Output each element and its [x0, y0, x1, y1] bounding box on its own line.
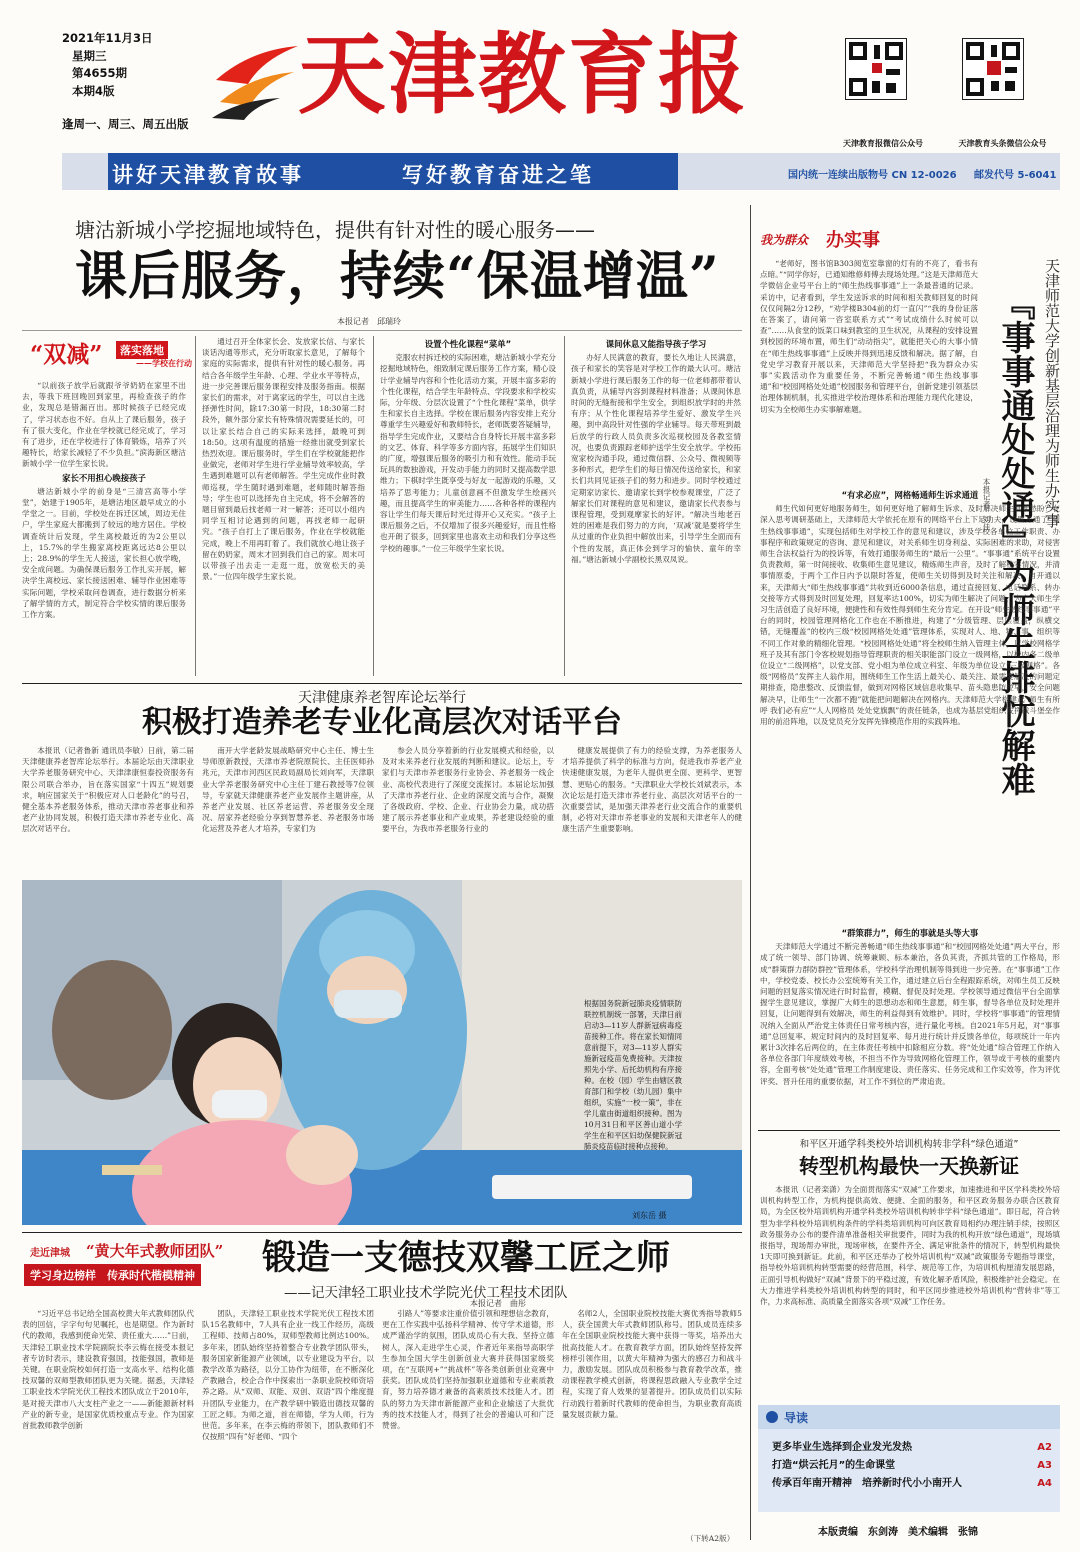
issue-number: 第4655期 [72, 66, 128, 80]
forum-col-4-text: 健康发展提供了有力的经验支撑，为养老服务人才培养提供了科学的标准与方向，促进我市养老产业快速健康发展，为老年人提供更全面、更科学、更智慧、更贴心的服务。“天津职业大学校长刘斌表示，本次论坛是打造天津市养老行业、高层次对话平台的一次重要尝试，是加强天津养老行业交流合作的重要机制，必将对天津市养老事业的发展和天津老年人的健康生活产生重要影响。 [562, 746, 742, 834]
forum-kicker: 天津健康养老智库论坛举行 [298, 690, 466, 706]
guide-header [758, 1405, 1060, 1429]
lead-rule [22, 330, 742, 331]
craftsman-col-4-text: 名师2人，全国职业院校技能大赛优秀指导教师5人，获全国黄大年式教师团队称号。团队成员连续多年在全国职业院校技能大赛中获得一等奖，培养出大批高技能人才。在教育教学方面，团队始终坚持发挥榜样引领作用，以黄大年精神为强大的感召力和战斗力，激励发展。团队成员积极参与教育教学改革，推动课程教学模式创新，将课程思政融入专业教学全过程，实现了育人效果的显著提升。团队成员们以实际行动践行着新时代教师的使命担当，为职业教育高质量发展贡献力量。 [562, 1309, 742, 1419]
guide-item[interactable] [772, 1439, 1052, 1457]
guide-item-text: 打造“烘云托月”的生命课堂 [772, 1460, 896, 1471]
guide-icon [766, 1411, 778, 1423]
lead-col-3 [380, 336, 556, 678]
tag-sub: ——学校在行动 [136, 358, 192, 368]
qr-code-toutiao-label: 天津教育头条微信公众号 [958, 139, 1047, 148]
lead-col-4 [571, 336, 741, 678]
continue-note: （下转A2版） [686, 1534, 735, 1543]
guide-item-page: A4 [1037, 1478, 1052, 1489]
tjnu-subhead-1: “有求必应”，网格畅通师生诉求通道 [841, 490, 979, 500]
newspaper-logo-emblem [210, 40, 302, 122]
tjnu-col-bottom [760, 925, 1060, 1125]
craftsman-rule [22, 1232, 742, 1233]
craftsman-col-2-text: 团队，天津轻工职业技术学院光伏工程技术团队15名教师中，7人具有企业一线工作经历，高级工程师、技师占80%，双师型教师比例达100%。多年来，团队始终坚持着整合专业教学团队带头，服务国家新能源产业领域，以专业建设为平台，以教学改革为路径，以分工协作为纽带，在不断深化产教融合，校企合作中探索出一条职业院校师资培养之路。从“双师、双能、双创、双语”四个维度提升团队专业能力，在产教学研中锻造出德技双馨的工匠之师。为师之道，首在师德，学为人师，行为世范。多年来，在李云梅的带领下，团队教师们不仅按照“四有”好老师、“四个 [202, 1309, 374, 1442]
training-headline: 转型机构最快一天换新证 [799, 1154, 1019, 1178]
qr-code-wechat [845, 38, 907, 100]
tjnu-byline-vertical: 本报记者 刘佳 [982, 478, 991, 531]
service-logo [760, 226, 910, 254]
registration-number: 国内统一连续出版物号 CN 12-0026 [788, 170, 957, 181]
masthead-meta [62, 30, 182, 100]
lead-subhead-2: 设置个性化课程“菜单” [424, 339, 512, 349]
craftsman-tag-title: “黄大年式教师团队” [86, 1242, 224, 1260]
tag-side: 落实落地 [116, 341, 168, 359]
tjnu-subhead-3: “群策群力”，师生的事就是头等大事 [841, 928, 979, 938]
tjnu-col-top [760, 258, 978, 483]
craftsman-col-3 [382, 1308, 554, 1544]
lead-subhead-3: 课间休息又能指导孩子学习 [605, 339, 707, 349]
newspaper-title: 天津教育报 [298, 22, 749, 126]
guide-item[interactable] [772, 1475, 1052, 1493]
lead-col-4-text: 办好人民满意的教育，要长久地让人民满意，孩子和家长的笑容是对学校工作的最大认可。塘沽新城小学进行课后服务工作的每一位老师都带着认真负责，从辅导内容到课程材料准备；从课间休息时间的无缝衔接和学生安全，到组织放学时的井然有序；从个性化课程培养学生爱好、激发学生兴趣，到中高段针对性强的学业辅导。每天带班到最后放学的行政人员负责多次巡视校园及各教室情况，也要负责跟踪老师护送学生安全放学。学校拓宽家校沟通手段，通过微信群、公众号、微视频等多种形式，把学生们的每日情况传送给家长，和家长们共同见证孩子们的努力和进步。同时学校通过定期家访家长、邀请家长到学校参观课堂，广泛了解家长们对课程的意见和建议，邀请家长代表参与课程管理，受到观摩家长的好评。“解决当地老百姓的困难是我们努力的方向，‘双减’就是要将学生从过重的作业负担中解放出来，引导学生全面而有个性的发展，真正体会到学习的愉快、童年的幸福。”塘沽新城小学副校长黑双凤说。 [571, 353, 741, 564]
training-rule [758, 1130, 1060, 1131]
tjnu-kicker-vertical: 天津师范大学创新基层治理为师生办实事 [1043, 258, 1061, 528]
right-column-divider [750, 205, 751, 1540]
col-divider [195, 336, 196, 676]
guide-item-text: 传承百年南开精神 培养新时代小小南开人 [772, 1478, 962, 1489]
craftsman-tag-prefix: 走近津城 [30, 1248, 70, 1259]
forum-col-1 [22, 745, 194, 873]
lead-col-2 [202, 336, 365, 678]
training-kicker: 和平区开通学科类校外培训机构转非学科“绿色通道” [799, 1139, 1019, 1150]
lead-col-2-text: 通过召开全体家长会、发放家长信、与家长谈话沟通等形式，充分听取家长意见，了解每个家庭的实际需求，提供有针对性的暖心服务。再结合各年级学生年龄、心理、学业水平等特点，进一步完善课后服务课程安排及服务指南。根据家长们的需求，对于离家远的学生，可以自主选择弹性时间，除17:30第一时段，18:30第二时段外，额外部分家长有特殊情况需要延长的，可以让家长结合自己的实际来选择，最晚可到18:50。这项有温度的措施一经推出就受到家长热烈欢迎。课后服务时，学生们在学校就能把作业做完，老师对学生进行学业辅导效率较高，学生遇到难题可以有老师解答。学生完成作业时教师巡视，学生随时遇到难题，老师随时解答指导；学生也可以选择先自主完成，将不会解答的题目留到最后找老师一对一解答；还可以小组内同学互相讨论遇到的问题，再找老师一起研究。“孩子自打上了课后服务，作业在学校就能完成，晚上不用再盯着了。我们就放心地让孩子留在奶奶家，周末才回到我们自己的家。周末可以带孩子出去走一走逛一逛，放宽松天的美景。”一位四年级学生家长说。 [202, 337, 365, 582]
forum-col-2 [202, 745, 374, 873]
craftsman-subhead: ——记天津轻工职业技术学院光伏工程技术团队 [284, 1285, 568, 1301]
training-body [760, 1184, 1060, 1394]
forum-headline: 积极打造养老专业化高层次对话平台 [142, 705, 622, 740]
issue-weekday: 星期三 [72, 48, 107, 63]
forum-col-3-text: 参会人员分享着新的行业发展模式和经验，以及对未来养老行业发展的判断和建议。论坛上，专家们与天津市养老服务行业协会、养老服务一线企业、高校代表进行了深度交流探讨。本届论坛加强了天津市养老行业、企业的深度交流与合作，凝聚了各级政府、学校、企业、行业协会力量，成功搭建了展示养老事业和产业成果，养老建设经验的重要平台，为我市养老服务行业的 [382, 746, 554, 834]
forum-col-1-text: 本报讯（记者鲁新 通讯员李敏）日前，第二届天津健康养老智库论坛举行。本届论坛由天津职业大学养老服务研究中心、天津津康恒泰投资服务有限公司联合举办，旨在落实国家“十四五”规划要求，响应国家关于“积极应对人口老龄化”的号召，健全基本养老服务体系，推动天津市养老事业和养老产业协同发展，积极打造天津市养老专业化、高层次对话平台。 [22, 746, 194, 834]
craftsman-col-4 [562, 1308, 742, 1532]
slogan-bar [62, 153, 1060, 190]
qr-code-wechat-label: 天津教育报微信公众号 [843, 139, 923, 148]
guide-item-text: 更多毕业生选择到企业发光发热 [772, 1442, 912, 1453]
craftsman-byline: 本报记者 曲彤 [470, 1299, 526, 1308]
forum-col-4 [562, 745, 742, 873]
craftsman-col-1 [22, 1308, 194, 1544]
training-body-text: 本报讯（记者栾潇）为全面贯彻落实“双减”工作要求，加速推进和平区学科类校外培训机构转型工作，为机构提供高效、便捷、全面的服务，和平区政务服务办联合区教育局，为全区校外培训机构开通学科类校外培训机构转非学科“绿色通道”。即日起，符合转型为非学科校外培训机构条件的学科类培训机构可向区教育局相约办理注销手续，按照区政务服务办公布的要件清单准备相关审批要件，同时为我的机构开放“绿色通道”，现场填报指导，现场帮办审批，现场审核，在要件齐全、满足审批条件的情况下，转型机构最快1天即可换到新证。此前，和平区还举办了校外培训机构“双减”政策服务专题指导课堂，指导校外培训机构转型需要的经营范围，科学、规范等工作，为培训机构厘清发展思路，正面引导机构做好“双减”背景下的平稳过渡，有效化解矛盾风险，积极维护社会稳定。在大力推进学科类校外培训机构转型的同时，和平区同步推进校外培训机构“营转非”等工作，力求高标准、高质量全面落实各项“双减”工作任务。 [760, 1185, 1060, 1307]
issue-date: 2021年11月3日 [62, 31, 153, 45]
guide-list [772, 1439, 1052, 1493]
lead-kicker: 塘沽新城小学挖掘地域特色，提供有针对性的暖心服务—— [75, 218, 595, 242]
shuangjian-tag [24, 336, 200, 378]
vaccination-photo [22, 880, 742, 1225]
tjnu-col-top-text: “老师好，图书馆B303阅览室靠窗的灯有的不亮了，看书有点暗。”“同学你好，已通知维修师傅去现场处理。”这是天津师范大学微信企业号平台上的“师生热线事事通”上一条最普通的记录。采访中，记者看到，学生发送诉求的时间和相关教师回复的时间仅仅间隔2分12秒，“劝学楼B304前的灯一直闪”“我的身份证落在答案了，请问第一咨室联系方式”“考试成绩什么时候可以查”……从食堂的饭菜口味到教室的卫生状况，从课程的安排设置到校园的环境布置，师生们“动动指尖”，就能把关心的大事小情在“师生热线事事通”上反映并得到迅速反馈和解决。据了解，自党史学习教育开展以来，天津师范大学坚持把“我为群众办实事”实践活动作为重要任务，不断完善畅通“师生热线事事通”和“校园网格处处通”校园服务和管理平台，创新党建引领基层治理体制机制，扎实推进学校治理体系和治理能力现代化建设，切实为全校师生办实事解难题。 [760, 259, 978, 414]
guide-item[interactable] [772, 1457, 1052, 1475]
forum-col-3 [382, 745, 554, 873]
qr-code-toutiao [962, 38, 1024, 100]
lead-col-1a: “以前孩子放学后就跟爷爷奶奶在家里不出去，等我下班回晚回到家里，再检查孩子的作业，发现总是错漏百出。那时候孩子已经完成了，学习状态也不好。自从上了课后服务，孩子有了很大变化，作业在学校就已经完成了，学习有了进步，还在学校进行了体育锻炼，培养了兴趣特长，给家长减轻了不少负担。”滨海新区塘沽新城小学一位学生家长说。 [22, 381, 186, 469]
tjnu-col-mid [760, 487, 1060, 923]
forum-rule [22, 683, 742, 684]
craftsman-headline: 锻造一支德技双馨工匠之师 [262, 1238, 670, 1278]
lead-subhead-1: 家长不用担心晚接孩子 [62, 472, 146, 483]
guide-item-page: A2 [1037, 1442, 1052, 1453]
craftsman-tag [22, 1240, 247, 1290]
photo-credit: 刘东岳 摄 [632, 1211, 667, 1220]
tjnu-headline-vertical: 『事事通处处通』为师生排忧解难 [995, 286, 1035, 796]
forum-col-2-text: 南开大学老龄发展战略研究中心主任、博士生导师原新教授，天津市养老院原院长、主任医师孙兆元，天津市河西区民政局副局长刘向军，天津职业大学养老服务研究中心主任丁建石教授等7位领导，专家就天津健康养老产业发展作主题讲座，从养老产业发展、社区养老运营、养老服务安全现况、居家养老经验分享到智慧养老、养老服务市场化运营及养老人才培养，专家们为 [202, 746, 374, 834]
craftsman-col-2 [202, 1308, 374, 1544]
postal-code: 邮发代号 5-6041 [974, 170, 1057, 181]
tjnu-col-mid-text: 师生代如何更好地服务师生，如何更好地了解师生诉求、及时解决师生急难愁盼？在深入思考调研基础上，天津师范大学依托在原有的网络平台上下足功夫，设置开通了“师生热线事事通”，实现包括师生对学校工作的意见和建议，涉及学校各单位工作职责、办事程序和政策规定的咨询、意见和建议，对关系师生切身利益、实际困难的求助，对侵害师生合法权益行为的投诉等，有效打通服务师生的“最后一公里”。“事事通”系统平台设置负责教师，第一时间接收、收集师生意见建议，精炼师生声音，及时了解核实情况，并清事情原委，于两个工作日内予以限时答复，使师生关切得到及时关注和解决。自开通以来，天津师大“师生热线事事通”共收到近6000条信息，通过直接回复、电话联系、转办交接等方式得到及时回复处理，回复率达100%，切实为师生解决了问题，为广大师生学习生活创造了良好环境，便捷性和有效性得到师生充分肯定。在开设“师生热线事事通”平台的同时，校园管理网格化工作也在不断推进，构建了“分级管理、层层覆盖，纵横交错，无缝覆盖”的校内三级“校园网格处处通”管理体系，实现对人、地、物、事、组织等不同工作对象的精细化管理。“校园网格处处通”将全校师生纳入管理主体，以学校网格学班子及其有部门令客校规划指导管理职责的相关职能部门设立一级网格，以校内各二级单位设立“二级网格”，以党支部、党小组为单位成立科室、年级为单位设立“三级网格”。各级“网格员”发挥主人翁作用，围绕师生工作生活上最关心、最关注、最需要解决的问题定期排查，隐患整改、反馈监督，做到对网格区域信息收集早、苗头隐患防控早，安全问题解决早，让师生“一次都不跑”就能把问题解决在网格内。天津师范大学构建起“师生有所呼 我们必有应”“人人网格员 处处党旗飘”的责任链条，也成为基层党组织发挥战斗堡垒作用的前沿阵地，以及党员充分发挥先锋模范作用的实践阵地。 [760, 504, 1060, 727]
guide-title: 导读 [784, 1411, 809, 1425]
lead-byline: 本报记者 邱瑞玲 [337, 317, 401, 326]
service-logo-left: 我为群众 [760, 233, 809, 247]
tag-main: “双减” [30, 341, 103, 368]
page-editors: 本版责编 东剑涛 美术编辑 张锦 [818, 1527, 978, 1538]
guide-box [758, 1405, 1060, 1512]
service-logo-right: 办实事 [826, 230, 880, 251]
guide-item-page: A3 [1037, 1460, 1052, 1471]
issue-pages: 本期4版 [72, 83, 115, 98]
tjnu-col-bottom-text: 天津师范大学通过不断完善畅通“师生热线事事通”和“校园网格处处通”两大平台，形成了统一领导、部门协调、统筹兼顾、标本兼治，各负其责，齐抓共管的工作格局，形成“群策群力群防群控”管理体系，学校科学治理机制等得到进一步完善。在“事事通”工作中，学校党委、校长办公室统筹有关工作，通过建立后台全程跟踪系统，对师生员工反映问题的回复落实情况进行时时监督，模糊、督促及时处理。学校领导通过微信平台全面掌握学生意见建议，掌握广大师生的思想动态和师生意愿，师生事，督导各单位及时处理并回复，让问题得到有效解决，师生的利益得到有效维护。同时，学校将“事事通”的管理情况纳入全面从严治党主体责任日常考核内容，进行量化考核。自2021年5月起，对“事事通”总回复率、规定时间内的及时回复率、每月进行统计并反馈各单位，每项统计一年内累计3次排名后两位的，在主体责任考核中扣除相应分数。将“处处通”综合管理工作纳入各单位各部门年度绩效考核，不担当不作为导致网格化管理工作，领导或干考核的重要内容，全面考核“处处通”管理工作制度建设、责任落实、任务完成和工作实效等，作为评优评奖、晋升任用的重要依据，对工作不到位的严肃追责。 [760, 942, 1060, 1086]
craftsman-tag-slogan: 学习身边榜样 传承时代楷模精神 [24, 1264, 201, 1286]
lead-col-1 [22, 380, 186, 678]
col-divider [373, 336, 374, 676]
slogan-left: 讲好天津教育故事 [112, 163, 304, 187]
publish-schedule: 逢周一、周三、周五出版 [62, 117, 189, 131]
lead-col-1b: 塘沽新城小学的前身是“三清宫高等小学堂”，始建于1905年，是塘沽地区最早成立的小学堂之一。目前，学校处在拆迁区域，周边无住户，学生家庭大都搬到了较远的地方居住。学校调查统计后发现，学生离校最近的为2公里以上，15.7%的学生搬家离校距离远达8公里以上；28.9%的学生无人接送，家长担心放学晚，安全成问题。为确保课后服务工作扎实开展，解决学生离校远、家长接送困难、辅导作业困难等实际问题，学校采取问卷调查，进行数据分析来了解学情的方式，制定符合学校实情的课后服务工作方案。 [22, 486, 186, 620]
craftsman-col-3-text: 引路人”等要求注重价值引领和理想信念教育，更在工作实践中弘扬科学精神、传守学术道德，形成严谨治学的氛围，团队成员心有大我、坚持立德树人，深入走进学生心灵，作者近年来指导高职学生参加全国大学生创新创业大赛并获得国家级奖项，在“互联网+”“挑战杯”等各类创新创业竞赛中获奖。团队成员们坚持加强职业道德和专业素质教育，努力培养德才兼备的高素质技术技能人才。团队的努力为天津市新能源产业和企业输送了大批优秀的技术技能人才，得到了社会的普遍认可和广泛赞誉。 [382, 1309, 554, 1431]
photo-caption: 根据国务院新冠肺炎疫情联防联控机制统一部署，天津日前启动3—11岁人群新冠病毒疫苗接种工作。将在家长知情同意前提下，对3—11岁人群实施新冠疫苗免费接种。天津按照先小学、后托幼机构有序接种。在校（园）学生由辖区教育部门和学校（幼儿园）集中组织，实施“一校一策”，非在学儿童由街道组织接种。图为10月31日和平区善山道小学学生在和平区妇幼保健院新冠肺炎疫苗临时接种点接种。 [584, 999, 682, 1151]
craftsman-col-1-text: “习近平总书记给全国高校黄大年式教师团队代表的回信，字字句句见嘱托，也是期望。作为新时代的教师，我感到使命光荣、责任重大……”日前，天津轻工职业技术学院副院长李云梅在接受本报记者专访时表示，建设教育强国，技能强国，教师是关键。在职业院校如何打造一支高水平、结构化德技双馨的双师型教师团队更为关键。据悉，天津轻工职业技术学院光伏工程技术团队成立于2010年，是对接天津市八大支柱产业之一——新能源新材料产业的新专业，是国家优质校重点专业。作为国家首批教师教学创新 [22, 1309, 194, 1431]
slogan-right: 写好教育奋进之笔 [402, 163, 594, 187]
col-divider [564, 336, 565, 676]
lead-headline: 课后服务，持续“保温增温” [75, 246, 720, 307]
lead-col-3-text: 克服农村拆迁校的实际困难，塘沽新城小学充分挖掘地域特色，细致制定课后服务工作方案，精心设计学业辅导内容和个性化活动方案，开展丰富多彩的个性化课程，结合学生年龄特点、学段要求和学校实际，分年级、分层次设置了“个性化课程”菜单，供学生和家长自主选择。学校在课后服务内容安排上充分尊重学生兴趣爱好和教师特长，老师既要答疑辅导，指导学生完成作业，又要结合自身特长开展丰富多彩的文艺、体育、科学等多方面内容，拓展学生们知识的广度，增强课后服务的吸引力和有效性。能动手玩玩具的数独游戏，开发动手能力的同时又提高数学思维力；下棋时学生既享受与好友一起游戏的乐趣，又培养了思考能力；儿童创意画不但激发学生绘画兴趣，而且提高学生的审美能力……各种各样的课程内容让学生们每天课后时光过得开心又充实。“孩子上课后服务之后，不仅增加了很多兴趣爱好，而且性格也开朗了很多，回到家里也喜欢主动和我们分享这些学校的趣事。”一位三年级学生家长说。 [380, 353, 556, 553]
